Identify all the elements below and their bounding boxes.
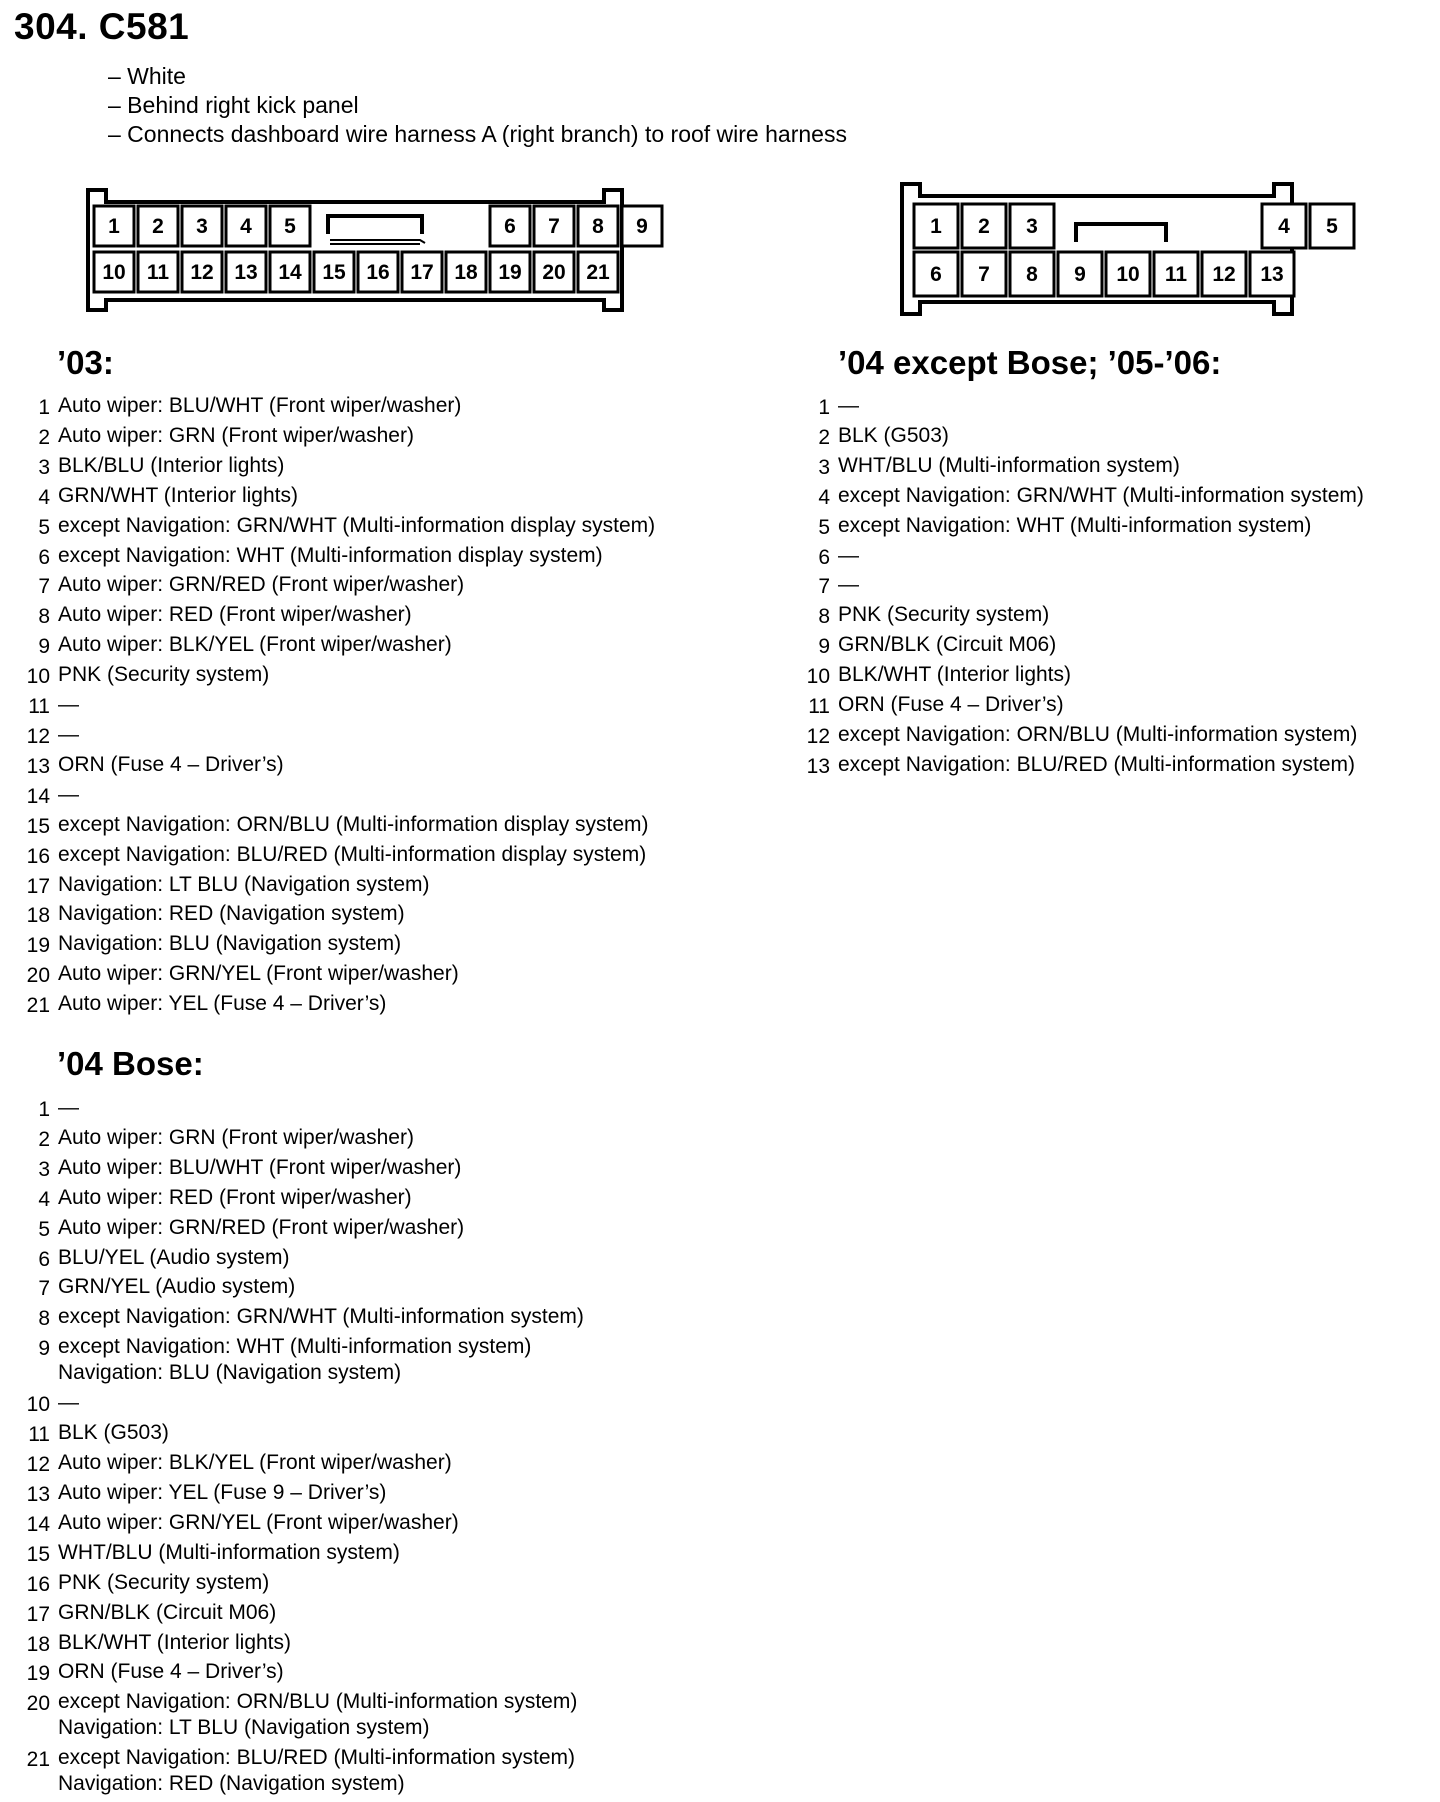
pin-row [804,602,1364,632]
pin-description-line: BLK/WHT (Interior lights) [838,663,1071,687]
pin-description-line: except Navigation: BLU/RED (Multi-information display system) [58,842,647,866]
pin-description-line: — [838,543,859,567]
pin-description-line: Navigation: BLU (Navigation system) [58,932,402,956]
pin-description-line: PNK (Security system) [58,1570,270,1594]
pin-cavity-label: 8 [1026,263,1038,286]
pin-number: 1 [38,396,50,419]
pin-cavity-label: 2 [978,215,990,238]
pin-description [58,662,269,692]
pin-description [838,662,1071,692]
pin-number: 4 [38,485,50,509]
pin-description [58,1095,79,1125]
pin-row [24,1540,584,1570]
pin-description [58,901,405,931]
pin-number: 4 [818,485,830,509]
pin-description [838,722,1357,752]
pin-description-line: Auto wiper: GRN/YEL (Front wiper/washer) [58,1510,459,1534]
pin-description [58,1450,452,1480]
pin-description-line: Auto wiper: BLK/YEL (Front wiper/washer) [58,633,452,657]
pin-description-line: BLK (G503) [838,423,949,447]
pin-description [58,1570,269,1600]
pin-row [24,1480,584,1510]
pin-description [838,423,949,453]
pin-number: 11 [28,1423,50,1447]
pin-description [838,393,859,423]
pin-description-line: — [838,573,859,597]
pin-description [58,483,298,513]
pin-number: 12 [806,724,830,748]
pin-description [58,632,452,662]
pin-row [24,1570,584,1600]
pin-description-line: GRN/BLK (Circuit M06) [838,633,1057,657]
pin-number: 19 [26,1662,50,1686]
pin-row [24,632,655,662]
pin-number: 5 [818,515,830,539]
pin-number: 7 [38,1277,50,1301]
pin-description [58,1155,461,1185]
pin-row [24,1600,584,1630]
pin-description-line: BLK/WHT (Interior lights) [58,1630,291,1654]
pin-number: 20 [26,1692,50,1716]
pin-row [804,752,1364,782]
pin-cavity-label: 13 [234,261,258,284]
pin-row [804,692,1364,722]
pin-description-line: GRN/WHT (Interior lights) [58,483,298,507]
pin-row [24,1510,584,1540]
pin-row [24,842,655,872]
pin-number: 10 [806,665,830,689]
pin-description-line: except Navigation: WHT (Multi-information system) [58,1335,532,1359]
pin-number: 15 [26,1542,50,1566]
connector-description [108,62,847,149]
pin-row [24,1245,584,1275]
pin-number: 5 [38,1217,50,1241]
pin-description-line: Navigation: RED (Navigation system) [58,1772,405,1796]
pin-row [24,572,655,602]
pin-cavity-label: 12 [190,261,214,284]
pin-row [24,1125,584,1155]
pin-row [24,602,655,632]
pin-description [58,1630,291,1660]
pin-description-line: except Navigation: ORN/BLU (Multi-information display system) [58,812,649,836]
pin-number: 14 [26,784,50,808]
pin-description-line: ORN (Fuse 4 – Driver’s) [58,1660,284,1684]
pin-row [804,632,1364,662]
pin-number: 2 [38,425,50,449]
pin-cavity-label: 16 [366,261,390,284]
pin-description [58,1304,584,1334]
pin-row [24,453,655,483]
pin-cavity-label: 21 [586,261,610,284]
pin-row [804,572,1364,602]
pin-cavity-label: 11 [1164,263,1188,286]
pin-number: 1 [38,1098,50,1121]
pin-description [838,543,859,573]
pin-description-line: Auto wiper: YEL (Fuse 4 – Driver’s) [58,992,387,1016]
pin-cavity-label: 5 [284,215,296,238]
pin-row [804,513,1364,543]
pin-description-line: except Navigation: BLU/RED (Multi-information system) [838,752,1356,776]
pin-description [58,1215,464,1245]
pin-description [58,752,284,782]
pin-number: 10 [26,665,50,689]
pin-row [24,782,655,812]
pin-cavity-label: 18 [454,261,478,284]
pin-row [24,1185,584,1215]
pin-cavity-label: 17 [410,261,434,284]
pin-row [24,1274,584,1304]
pin-description [58,543,603,573]
pin-row [24,872,655,902]
pin-description [838,513,1311,543]
pin-description [58,1659,284,1689]
pin-description-line: except Navigation: ORN/BLU (Multi-information system) [838,722,1358,746]
pin-description-line: Auto wiper: BLU/WHT (Front wiper/washer) [58,1155,462,1179]
pin-row [24,961,655,991]
pin-description-line: except Navigation: WHT (Multi-information display system) [58,543,603,567]
pin-list-03 [24,393,655,1021]
pin-description-line: — [58,1391,79,1415]
pin-description-line: Auto wiper: RED (Front wiper/washer) [58,1185,412,1209]
pin-description [58,991,386,1021]
pin-description [838,453,1180,483]
pin-description [58,872,430,902]
pin-cavity-label: 4 [240,215,252,238]
section-heading-04-except-bose: ’04 except Bose; ’05-’06: [838,344,1222,381]
pin-number: 17 [26,1602,50,1626]
pin-cavity-label: 11 [146,261,170,284]
pin-number: 13 [806,754,830,778]
pin-description [58,1185,412,1215]
pin-list-04-bose [24,1095,584,1801]
pin-description [58,1745,575,1797]
pin-description [58,1540,400,1570]
pin-description [838,483,1364,513]
pin-description-line: ORN (Fuse 4 – Driver’s) [838,693,1064,717]
pin-description-line: — [838,394,859,417]
pin-description-line: BLK (G503) [58,1421,169,1445]
pin-description [58,572,464,602]
pin-row [24,1450,584,1480]
pin-row [24,1689,584,1741]
pin-cavity-label: 1 [930,215,942,238]
pin-row [24,1304,584,1334]
pin-cavity-label: 7 [548,215,560,238]
pin-row [24,1155,584,1185]
pin-description-line: PNK (Security system) [838,603,1050,627]
pin-description-line: except Navigation: ORN/BLU (Multi-information system) [58,1690,578,1714]
pin-number: 3 [818,455,830,479]
pin-number: 10 [26,1393,50,1417]
pin-number: 12 [26,1453,50,1477]
pin-row [24,752,655,782]
pin-row [24,1745,584,1797]
pin-description [838,602,1049,632]
pin-description-line: Auto wiper: GRN (Front wiper/washer) [58,1125,414,1149]
pin-description-line: except Navigation: BLU/RED (Multi-information system) [58,1746,576,1770]
pin-description [58,453,284,483]
pin-description-line: GRN/YEL (Audio system) [58,1275,296,1299]
pin-cavity-label: 12 [1212,263,1236,286]
pin-row [24,901,655,931]
pin-description-line: WHT/BLU (Multi-information system) [58,1540,400,1564]
pin-row [24,991,655,1021]
pin-cavity-label: 3 [1026,215,1038,238]
pin-row [24,1659,584,1689]
pin-number: 8 [38,605,50,629]
pin-description [58,812,649,842]
pin-description-line: except Navigation: WHT (Multi-information system) [838,513,1312,537]
pin-cavity-label: 9 [636,215,648,238]
pin-description [58,842,646,872]
pin-description [58,961,459,991]
pin-row [24,543,655,573]
section-heading-04-bose: ’04 Bose: [57,1045,204,1082]
pin-number: 9 [38,635,50,659]
pin-cavity-label: 6 [930,263,942,286]
pin-description [58,1480,386,1510]
pin-description-line: Auto wiper: GRN (Front wiper/washer) [58,423,414,447]
pin-row [804,393,1364,423]
pin-row [804,543,1364,573]
pin-number: 9 [818,635,830,659]
pin-number: 6 [38,1247,50,1271]
pin-row [804,662,1364,692]
pin-row [804,453,1364,483]
pin-number: 12 [26,724,50,748]
pin-cavity-label: 9 [1074,263,1086,286]
pin-cavity-label: 13 [1260,263,1284,286]
pin-description-line: Navigation: BLU (Navigation system) [58,1361,402,1385]
pin-row [24,931,655,961]
pin-description [58,423,414,453]
pin-description-line: Navigation: LT BLU (Navigation system) [58,1716,430,1740]
pin-number: 8 [818,605,830,629]
pin-number: 2 [818,425,830,449]
pin-number: 7 [818,575,830,599]
connector-21-pin-diagram [80,186,648,314]
pin-number: 7 [38,575,50,599]
pin-row [24,722,655,752]
pin-number: 16 [26,844,50,868]
pin-number: 9 [38,1337,50,1361]
pin-description-line: except Navigation: GRN/WHT (Multi-information display system) [58,513,656,537]
pin-cavity-label: 10 [102,261,126,284]
pin-number: 21 [26,1748,50,1772]
pin-number: 14 [26,1512,50,1536]
pin-number: 13 [26,1482,50,1506]
pin-description [58,1689,577,1741]
pin-row [24,1390,584,1420]
pin-cavity-label: 15 [322,261,346,284]
pin-number: 5 [38,515,50,539]
pin-description [838,752,1355,782]
pin-number: 15 [26,814,50,838]
pin-description [58,1420,169,1450]
pin-row [24,662,655,692]
pin-cavity-label: 5 [1326,215,1338,238]
pin-number: 3 [38,455,50,479]
pin-number: 20 [26,964,50,988]
pin-row [24,812,655,842]
pin-description-line: Auto wiper: RED (Front wiper/washer) [58,603,412,627]
pin-description-line: — [58,782,79,806]
pin-number: 4 [38,1187,50,1211]
pin-description [838,632,1056,662]
pin-number: 1 [818,396,830,419]
pin-description-line: Auto wiper: GRN/YEL (Front wiper/washer) [58,962,459,986]
pin-number: 2 [38,1127,50,1151]
color-note: – White [108,63,186,89]
connector-13-pin-diagram [898,180,1338,320]
pin-description [58,1245,289,1275]
pin-description [58,782,79,812]
location-note: – Behind right kick panel [108,92,359,118]
pin-description-line: — [58,693,79,717]
connection-note: – Connects dashboard wire harness A (right branch) to roof wire harness [108,121,847,147]
pin-description [58,1390,79,1420]
pin-number: 6 [818,545,830,569]
pin-description-line: except Navigation: GRN/WHT (Multi-information system) [58,1305,584,1329]
pin-description [58,1125,414,1155]
pin-description-line: Navigation: RED (Navigation system) [58,902,405,926]
pin-number: 18 [26,1632,50,1656]
pin-description-line: GRN/BLK (Circuit M06) [58,1600,277,1624]
section-heading-03: ’03: [57,344,114,381]
pin-description [838,692,1064,722]
pin-cavity-label: 20 [542,261,566,284]
pin-description-line: Auto wiper: GRN/RED (Front wiper/washer) [58,573,465,597]
pin-row [24,1334,584,1386]
pin-row [24,513,655,543]
pin-description [58,513,655,543]
pin-cavity-label: 10 [1116,263,1140,286]
pin-row [24,1420,584,1450]
pin-description [58,602,412,632]
pin-description-line: Auto wiper: BLK/YEL (Front wiper/washer) [58,1451,452,1475]
pin-description-line: WHT/BLU (Multi-information system) [838,453,1180,477]
pin-row [24,692,655,722]
pin-description-line: BLK/BLU (Interior lights) [58,453,285,477]
pin-description-line: except Navigation: GRN/WHT (Multi-information system) [838,483,1364,507]
pin-list-04-except-bose [804,393,1364,782]
pin-description-line: BLU/YEL (Audio system) [58,1245,290,1269]
pin-number: 18 [26,904,50,928]
pin-number: 16 [26,1572,50,1596]
pin-description [58,393,461,423]
pin-number: 6 [38,545,50,569]
pin-number: 8 [38,1307,50,1331]
pin-description-line: PNK (Security system) [58,663,270,687]
pin-description [58,1274,295,1304]
pin-cavity-label: 19 [498,261,522,284]
pin-description-line: — [58,1096,79,1119]
pin-row [24,483,655,513]
pin-cavity-label: 8 [592,215,604,238]
pin-cavity-label: 4 [1278,215,1290,238]
pin-description [58,722,79,752]
pin-row [24,423,655,453]
pin-number: 19 [26,934,50,958]
pin-description-line: Auto wiper: GRN/RED (Front wiper/washer) [58,1215,465,1239]
pin-row [24,1215,584,1245]
pin-description [58,1600,276,1630]
page-title: 304. C581 [14,6,190,47]
pin-row [24,1630,584,1660]
pin-number: 17 [26,874,50,898]
pin-row [804,483,1364,513]
pin-number: 11 [808,695,830,719]
pin-cavity-label: 2 [152,215,164,238]
pin-description-line: Navigation: LT BLU (Navigation system) [58,872,430,896]
pin-cavity-label: 7 [978,263,990,286]
pin-number: 13 [26,754,50,778]
pin-description [58,931,401,961]
pin-description [838,572,859,602]
pin-cavity-label: 6 [504,215,516,238]
pin-description [58,692,79,722]
pin-row [24,393,655,423]
pin-cavity-label: 3 [196,215,208,238]
pin-row [804,423,1364,453]
pin-description-line: ORN (Fuse 4 – Driver’s) [58,752,284,776]
pin-description-line: Auto wiper: YEL (Fuse 9 – Driver’s) [58,1480,387,1504]
pin-number: 11 [28,695,50,719]
pin-row [804,722,1364,752]
pin-cavity-label: 1 [108,215,120,238]
pin-description [58,1510,459,1540]
pin-description-line: Auto wiper: BLU/WHT (Front wiper/washer) [58,394,462,417]
pin-row [24,1095,584,1125]
pin-cavity-label: 14 [278,261,302,284]
pin-number: 3 [38,1157,50,1181]
pin-number: 21 [26,994,50,1018]
pin-description [58,1334,531,1386]
pin-description-line: — [58,722,79,746]
